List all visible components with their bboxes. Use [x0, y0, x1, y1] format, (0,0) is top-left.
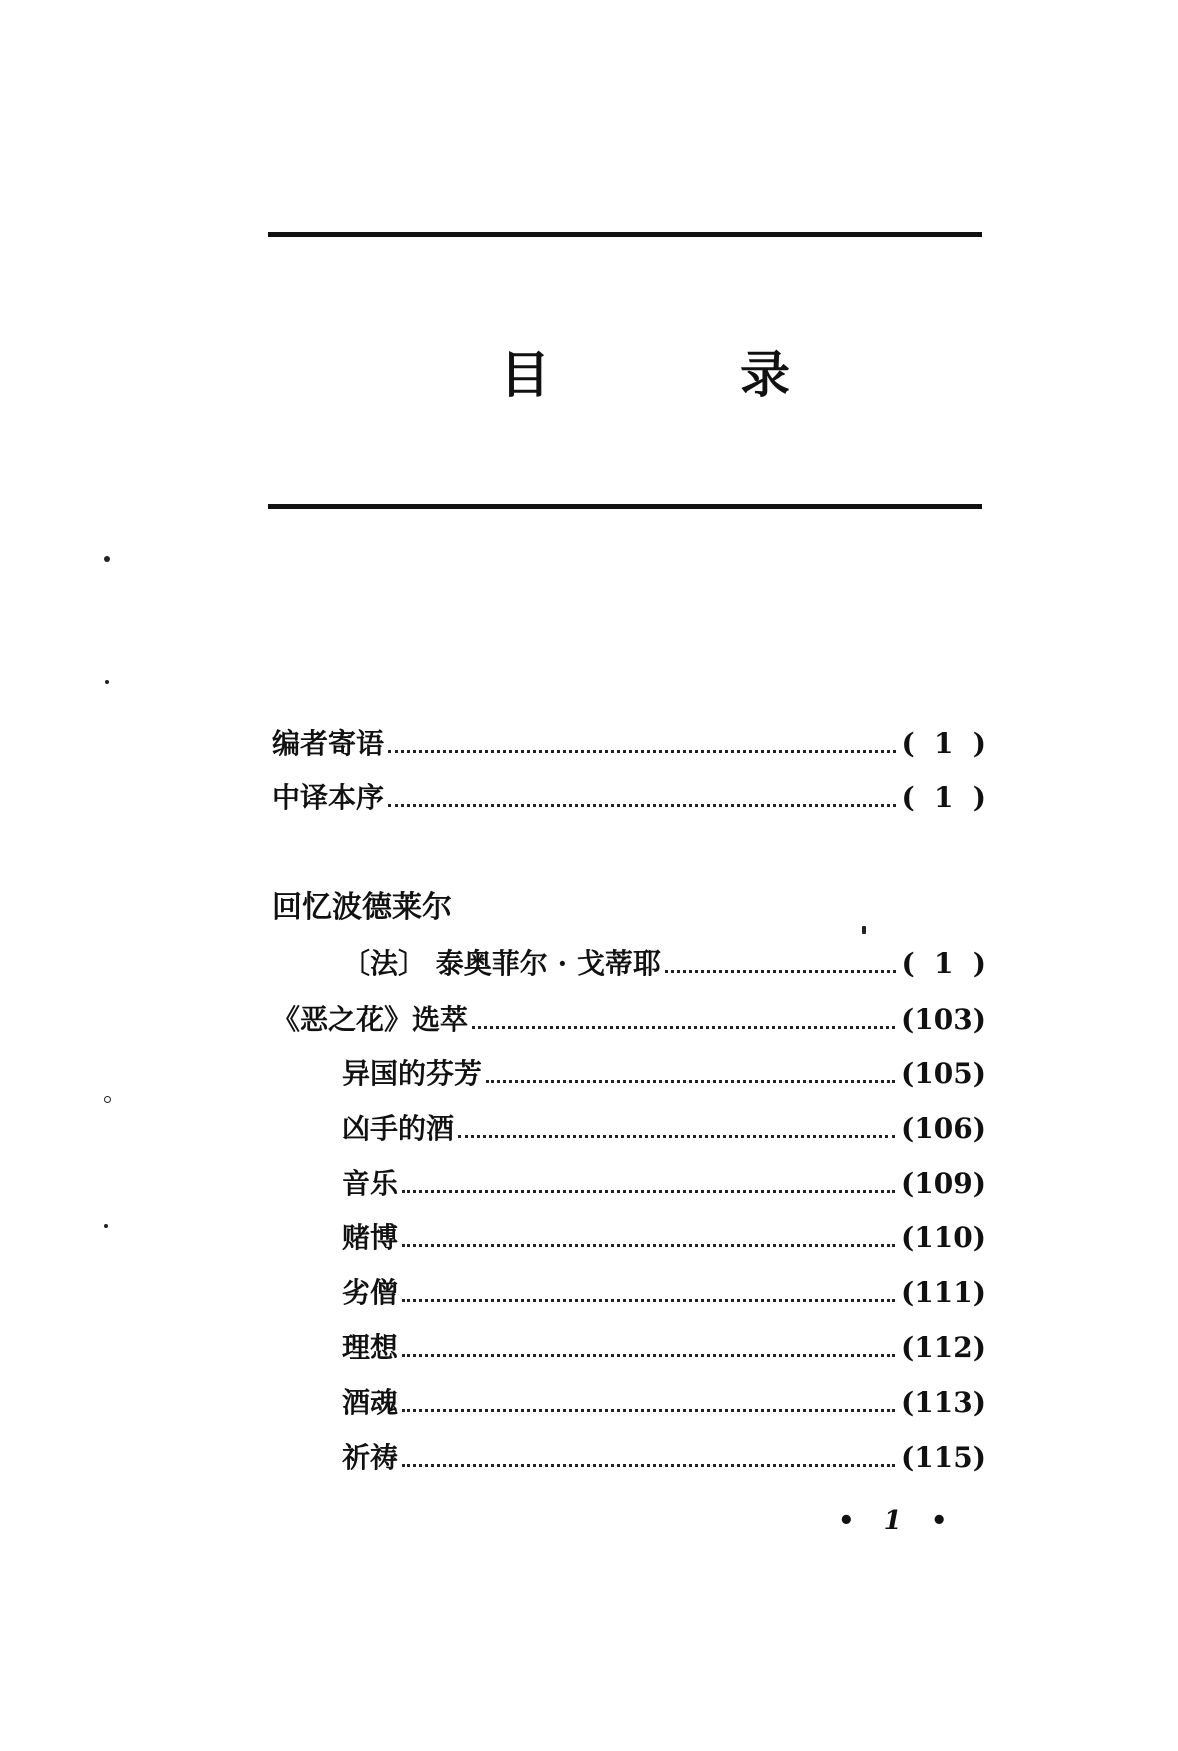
bottom-rule	[268, 504, 982, 509]
toc-entry[interactable]	[342, 1383, 986, 1423]
toc-entry-label: 酒魂	[342, 1386, 399, 1419]
page-title	[500, 340, 790, 410]
toc-entry-label: 中译本序	[272, 781, 385, 814]
dot-leader	[665, 970, 896, 973]
dot-leader	[388, 804, 895, 807]
toc-page-number: (112)	[901, 1331, 986, 1364]
toc-entry[interactable]	[342, 1109, 986, 1149]
top-rule	[268, 232, 982, 237]
toc-page-number: (105)	[901, 1057, 986, 1090]
toc-page-number: (111)	[901, 1276, 986, 1309]
toc-entry[interactable]	[272, 778, 986, 818]
scan-speck	[862, 926, 866, 934]
toc-entry[interactable]	[342, 1328, 986, 1368]
dot-leader	[402, 1464, 895, 1467]
dot-leader	[402, 1244, 895, 1247]
toc-entry-label: 异国的芬芳	[342, 1057, 483, 1090]
scan-speck	[104, 556, 110, 562]
title-char-2: 录	[740, 345, 790, 404]
toc-entry-label: 理想	[342, 1331, 399, 1364]
dot-leader	[458, 1135, 895, 1138]
title-char-1: 目	[500, 345, 550, 404]
dot-leader	[486, 1080, 895, 1083]
toc-page-number: (115)	[901, 1441, 986, 1474]
toc-entry[interactable]	[342, 1438, 986, 1478]
toc-entry[interactable]	[272, 1000, 986, 1040]
toc-page-number: (109)	[901, 1167, 986, 1200]
toc-page-number: (103)	[901, 1003, 986, 1036]
dot-leader	[402, 1354, 895, 1357]
toc-entry-label: 《恶之花》选萃	[272, 1003, 469, 1036]
toc-entry-label: 劣僧	[342, 1276, 399, 1309]
toc-entry-label: 祈祷	[342, 1441, 399, 1474]
toc-page-number: (110)	[901, 1221, 986, 1254]
dot-leader	[402, 1299, 895, 1302]
dot-leader	[402, 1409, 895, 1412]
toc-page-number: (113)	[901, 1386, 986, 1419]
toc-entry-label: 〔法〕 泰奥菲尔 · 戈蒂耶	[342, 947, 661, 980]
toc-page-number: ( 1 )	[901, 947, 986, 980]
scan-speck	[105, 680, 109, 684]
scan-speck	[104, 1096, 111, 1103]
toc-entry-label: 编者寄语	[272, 727, 385, 760]
toc-page-number: ( 1 )	[901, 727, 986, 760]
toc-page-number: (106)	[901, 1112, 986, 1145]
dot-leader	[388, 750, 895, 753]
toc-entry-label: 赌博	[342, 1221, 399, 1254]
toc-entry[interactable]	[342, 1164, 986, 1204]
dot-leader	[472, 1026, 895, 1029]
toc-page-number: ( 1 )	[901, 781, 986, 814]
scan-speck	[104, 1224, 108, 1228]
toc-entry[interactable]	[342, 1054, 986, 1094]
section-heading: 回忆波德莱尔	[272, 890, 452, 925]
toc-entry[interactable]	[342, 1218, 986, 1258]
toc-entry[interactable]	[272, 724, 986, 764]
toc-entry-label: 音乐	[342, 1167, 399, 1200]
toc-entry[interactable]	[342, 1273, 986, 1313]
toc-entry[interactable]	[342, 944, 986, 984]
page-folio: • 1 •	[838, 1506, 958, 1536]
toc-entry-label: 凶手的酒	[342, 1112, 455, 1145]
dot-leader	[402, 1190, 895, 1193]
